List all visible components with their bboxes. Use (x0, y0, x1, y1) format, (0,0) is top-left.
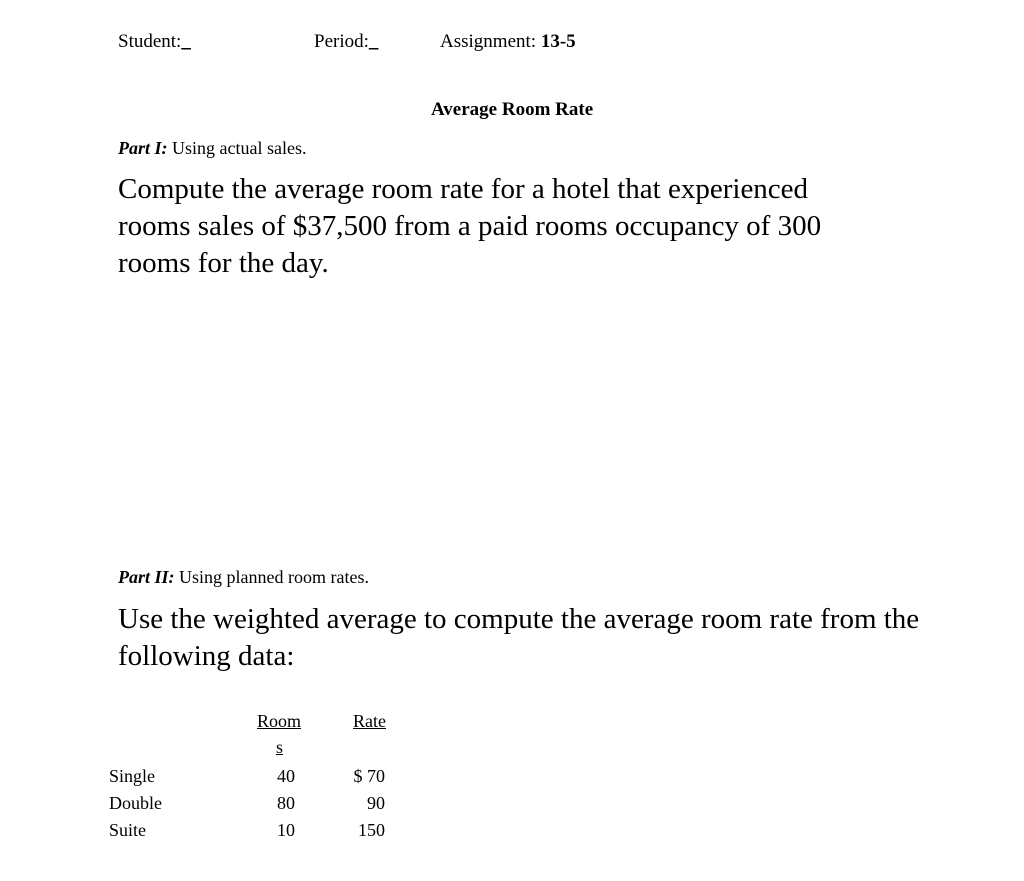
row-rate: 150 (358, 820, 385, 840)
row-rate: $ 70 (353, 766, 385, 786)
period-blank[interactable]: _ (368, 31, 379, 52)
assignment-label: Assignment: (440, 31, 537, 52)
row-rooms: 10 (277, 820, 295, 840)
col-header-rooms-continued: s (276, 737, 284, 757)
student-blank[interactable]: _ (181, 31, 191, 52)
student-field (118, 31, 191, 53)
period-field (314, 31, 378, 53)
part1-question (118, 171, 821, 282)
part2-subtitle: Using planned room rates. (179, 567, 369, 587)
row-type: Single (109, 766, 156, 786)
row-rooms: 40 (277, 766, 295, 786)
student-label: Student: (118, 31, 182, 52)
row-type: Double (109, 793, 162, 813)
assignment-number: 13-5 (540, 31, 576, 52)
period-label: Period: (314, 31, 369, 52)
part2-question-line: following data: (118, 640, 295, 672)
row-rooms: 80 (277, 793, 295, 813)
part2-question-line: Use the weighted average to compute the average room rate from the (118, 603, 920, 635)
page-title: Average Room Rate (431, 99, 594, 120)
row-type: Suite (109, 820, 147, 840)
part1-question-line: Compute the average room rate for a hotel that experienced (118, 173, 809, 205)
part2-label: Part II: (118, 567, 175, 587)
col-header-rate: Rate (353, 711, 386, 731)
part1-question-line: rooms for the day. (118, 247, 329, 279)
assignment-field (440, 31, 576, 53)
part1-question-line: rooms sales of $37,500 from a paid rooms occupancy of 300 (118, 210, 822, 242)
part2-question (118, 601, 919, 675)
col-header-rooms: Room (257, 711, 302, 731)
row-rate: 90 (367, 793, 385, 813)
part1-label: Part I: (118, 138, 168, 158)
part2-heading (118, 567, 369, 588)
part1-heading (118, 138, 306, 159)
part1-subtitle: Using actual sales. (172, 138, 307, 158)
